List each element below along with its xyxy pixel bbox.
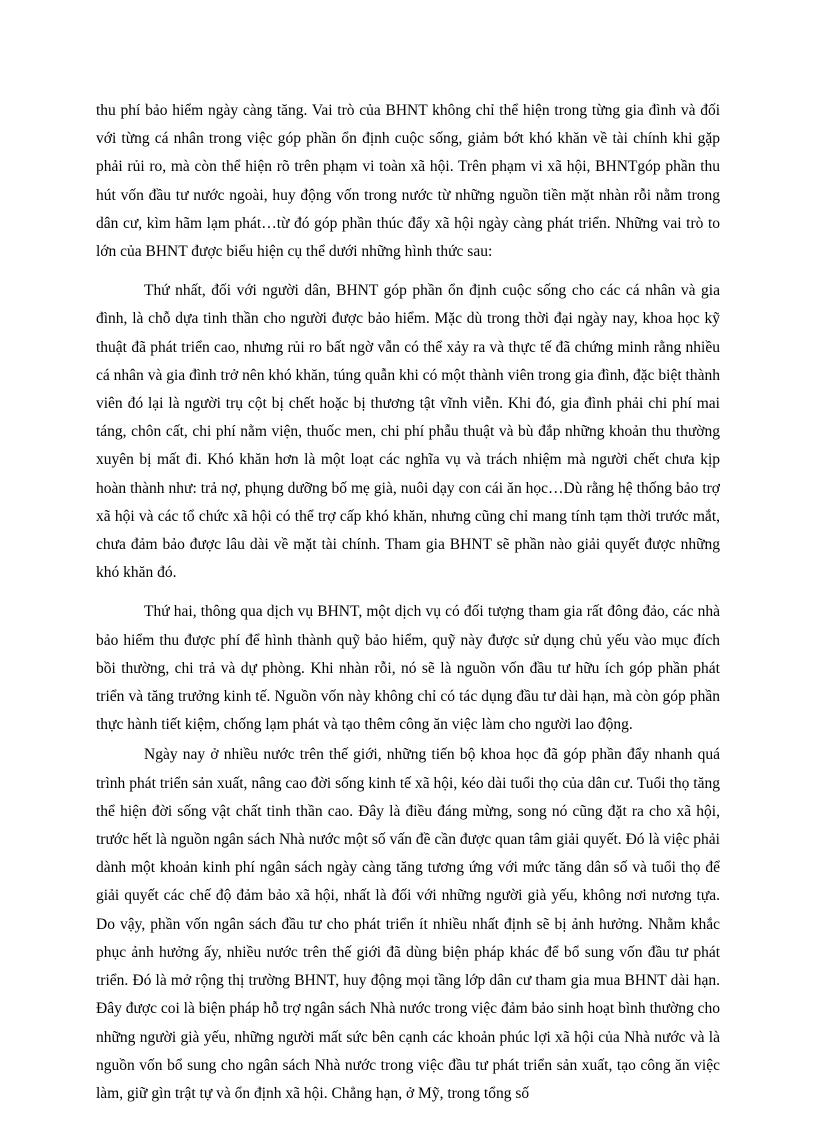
paragraph-first-role: Thứ nhất, đối với người dân, BHNT góp phần ổn định cuộc sống cho các cá nhân và gia đình, là chỗ dựa tinh thần cho người được bảo hiểm. Mặc dù trong thời đại ngày nay, khoa học kỹ thuật đã phát triển cao, nhưng rủi ro bất ngờ vẫn có thể xảy ra và thực tế đã chứng minh rằng nhiều cá nhân và gia đình trở nên khó khăn, túng quẫn khi có một thành viên trong gia đình, đặc biệt thành viên đó lại là người trụ cột bị chết hoặc bị thương tật vĩnh viễn. Khi đó, gia đình phải chi phí mai táng, chôn cất, chi phí nằm viện, thuốc men, chi phí phẫu thuật và bù đắp những khoản thu thường xuyên bị mất đi. Khó khăn hơn là một loạt các nghĩa vụ và trách nhiệm mà người chết chưa kịp hoàn thành như: trả nợ, phụng dưỡng bố mẹ già, nuôi dạy con cái ăn học…Dù rằng hệ thống bảo trợ xã hội và các tổ chức xã hội có thể trợ cấp khó khăn, nhưng cũng chỉ mang tính tạm thời trước mắt, chưa đảm bảo được lâu dài về mặt tài chính. Tham gia BHNT sẽ phần nào giải quyết được những khó khăn đó. xyxy=(96,282,720,582)
paragraph-intro: thu phí bảo hiểm ngày càng tăng. Vai trò của BHNT không chỉ thể hiện trong từng gia đình và đối với từng cá nhân trong việc góp phần ổn định cuộc sống, giảm bớt khó khăn về tài chính khi gặp phải rủi ro, mà còn thể hiện rõ trên phạm vi toàn xã hội. Trên phạm vi xã hội, BHNTgóp phần thu hút vốn đầu tư nước ngoài, huy động vốn trong nước từ những nguồn tiền mặt nhàn rỗi nằm trong dân cư, kìm hãm lạm phát…từ đó góp phần thúc đẩy xã hội ngày càng phát triển. Những vai trò to lớn của BHNT được biểu hiện cụ thể dưới những hình thức sau: xyxy=(96,102,720,261)
paragraph-second-role: Thứ hai, thông qua dịch vụ BHNT, một dịch vụ có đối tượng tham gia rất đông đảo, các nhà bảo hiểm thu được phí để hình thành quỹ bảo hiểm, quỹ này được sử dụng chủ yếu vào mục đích bồi thường, chi trả và dự phòng. Khi nhàn rỗi, nó sẽ là nguồn vốn đầu tư hữu ích góp phần phát triển và tăng trưởng kinh tế. Nguồn vốn này không chỉ có tác dụng đầu tư dài hạn, mà còn góp phần thực hành tiết kiệm, chống lạm phát và tạo thêm công ăn việc làm cho người lao động. xyxy=(96,603,720,734)
document-page xyxy=(96,97,720,1108)
paragraph-social-role: Ngày nay ở nhiều nước trên thế giới, những tiến bộ khoa học đã góp phần đẩy nhanh quá trình phát triển sản xuất, nâng cao đời sống kinh tế xã hội, kéo dài tuổi thọ của dân cư. Tuổi thọ tăng thể hiện đời sống vật chất tinh thần cao. Đây là điều đáng mừng, song nó cũng đặt ra cho xã hội, trước hết là nguồn ngân sách Nhà nước một số vấn đề cần được quan tâm giải quyết. Đó là việc phải dành một khoản kinh phí ngân sách ngày càng tăng tương ứng với mức tăng dân số và tuổi thọ để giải quyết các chế độ đảm bảo xã hội, nhất là đối với những người già yếu, không nơi nương tựa. Do vậy, phần vốn ngân sách đầu tư cho phát triển ít nhiều nhất định sẽ bị ảnh hưởng. Nhằm khắc phục ảnh hưởng ấy, nhiều nước trên thế giới đã dùng biện pháp khác để bổ sung vốn đầu tư phát triển. Đó là mở rộng thị trường BHNT, huy động mọi tầng lớp dân cư tham gia mua BHNT dài hạn. Đây được coi là biện pháp hỗ trợ ngân sách Nhà nước trong việc đảm bảo sinh hoạt bình thường cho những người già yếu, những người mất sức bên cạnh các khoản phúc lợi xã hội của Nhà nước và là nguồn vốn bổ sung cho ngân sách Nhà nước trong việc đầu tư phát triển sản xuất, tạo công ăn việc làm, giữ gìn trật tự và ổn định xã hội. Chẳng hạn, ở Mỹ, trong tổng số xyxy=(96,746,720,1102)
